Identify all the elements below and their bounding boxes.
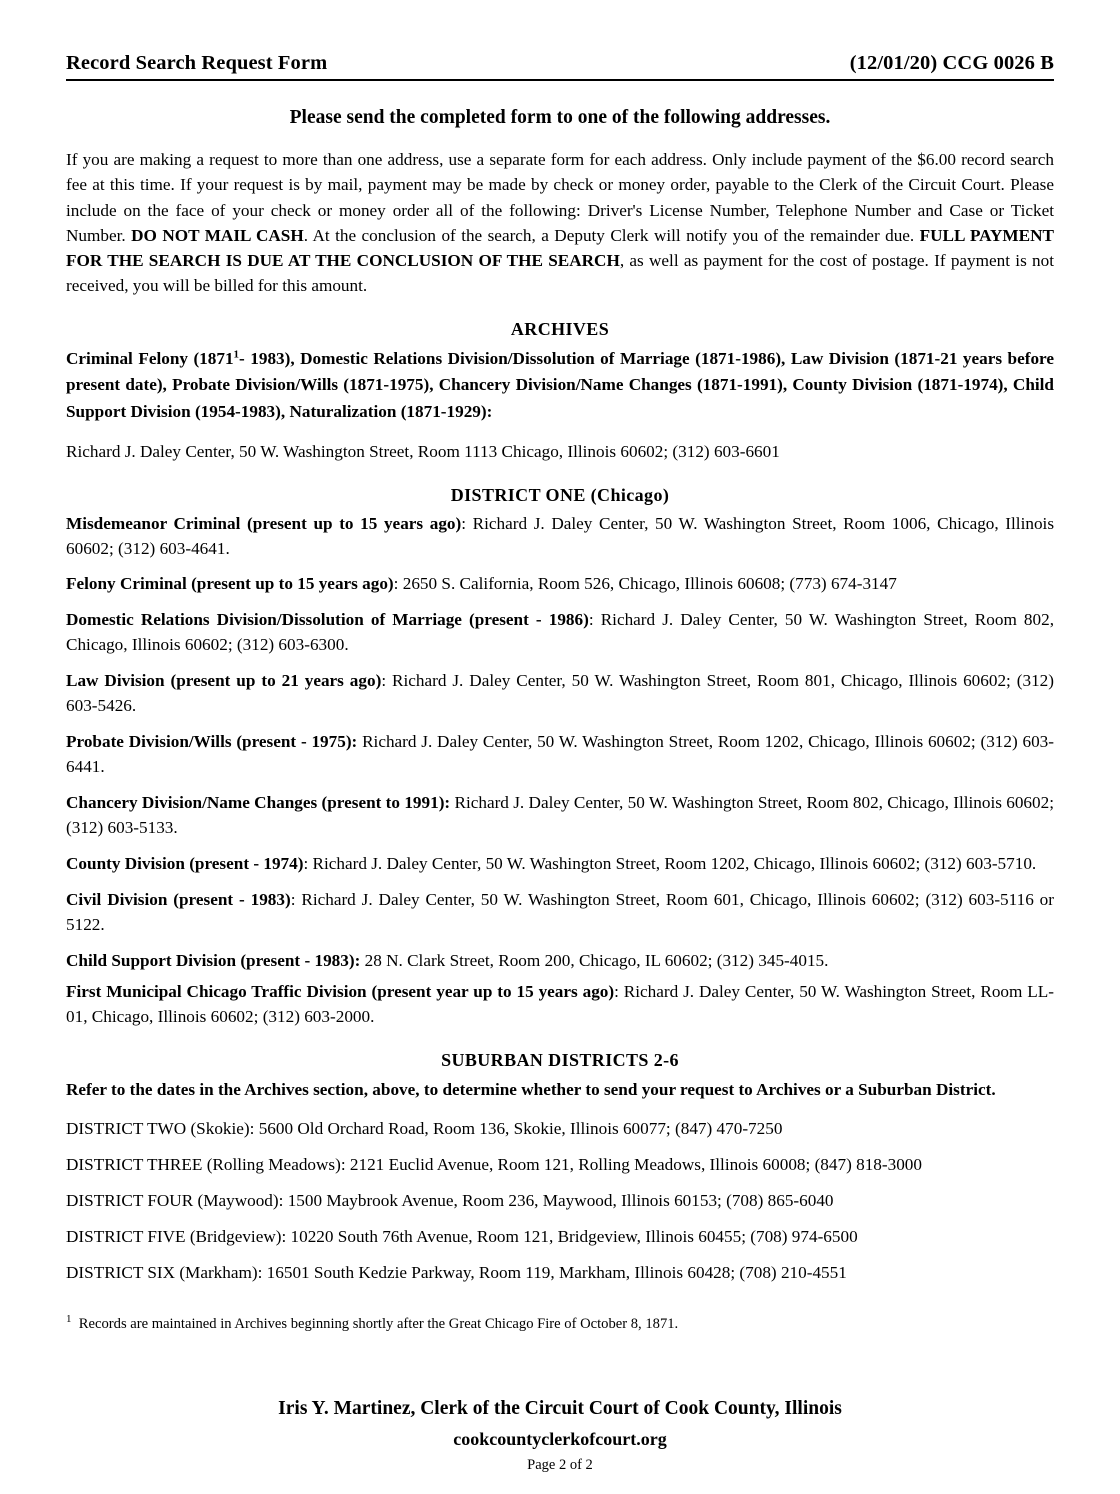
entry-label: Probate Division/Wills (present - 1975): (66, 732, 358, 752)
clerk-signature-line: Iris Y. Martinez, Clerk of the Circuit Court of Cook County, Illinois (278, 1398, 842, 1420)
entry-detail: : Richard J. Daley Center, 50 W. Washington Street, Room 601, Chicago, Illinois 60602; (312) 603-5116 or 5122. (66, 889, 1054, 934)
district-one-entry (66, 980, 1054, 1030)
suburban-district-four: DISTRICT FOUR (Maywood): 1500 Maybrook Avenue, Room 236, Maywood, Illinois 60153; (708) 865-6040 (66, 1191, 834, 1211)
archives-heading: ARCHIVES (510, 318, 610, 339)
entry-detail: Richard J. Daley Center, 50 W. Washington Street, Room 802, Chicago, Illinois 60602; (312) 603-5133. (66, 793, 1054, 837)
intro-bold-no-cash: DO NOT MAIL CASH (131, 225, 304, 245)
entry-detail: : Richard J. Daley Center, 50 W. Washington Street, Room 1202, Chicago, Illinois 60602; (312) 603-5710. (303, 853, 1037, 873)
archives-divisions (66, 346, 1054, 426)
district-one-entry (66, 888, 1054, 938)
suburban-heading: SUBURBAN DISTRICTS 2-6 (441, 1049, 679, 1070)
entry-label: Misdemeanor Criminal (present up to 15 years ago) (66, 513, 462, 533)
district-one-entry (66, 512, 1054, 562)
entry-detail: : Richard J. Daley Center, 50 W. Washington Street, Room 1006, Chicago, Illinois 60602; (312) 603-4641. (66, 513, 1055, 558)
archives-address: Richard J. Daley Center, 50 W. Washington Street, Room 1113 Chicago, Illinois 60602; (312) 603-6601 (66, 441, 780, 461)
suburban-district-six: DISTRICT SIX (Markham): 16501 South Kedzie Parkway, Room 119, Markham, Illinois 60428; (708) 210-4551 (66, 1262, 847, 1282)
intro-part1: If you are making a request to more than one address, use a separate form for each address. Only include payment of the $6.00 record search fee at this time. If your request is by mail, payment may be made by check or money order, payable to the Clerk of the Circuit Court. Please include on the face of your check or money order all of the following: Driver's License Number, Telephone Number and Case or Ticket Number. (66, 150, 1054, 245)
footnote-marker: 1 (66, 1312, 72, 1325)
district-one-entry (66, 791, 1054, 841)
entry-label: Civil Division (present - 1983) (66, 889, 291, 909)
intro-bold-full-payment: FULL PAYMENT FOR THE SEARCH IS DUE AT THE CONCLUSION OF THE SEARCH (66, 225, 1054, 271)
entry-detail: 28 N. Clark Street, Room 200, Chicago, IL 60602; (312) 345-4015. (360, 950, 829, 970)
form-title: Record Search Request Form (66, 52, 328, 74)
form-code: (12/01/20) CCG 0026 B (849, 52, 1054, 74)
suburban-district-two: DISTRICT TWO (Skokie): 5600 Old Orchard Road, Room 136, Skokie, Illinois 60077; (847) 470-7250 (66, 1119, 783, 1139)
entry-label: Child Support Division (present - 1983): (66, 950, 361, 970)
district-one-entry (66, 852, 1054, 877)
entry-detail: : 2650 S. California, Room 526, Chicago, Illinois 60608; (773) 674-3147 (393, 574, 897, 594)
entry-detail: : Richard J. Daley Center, 50 W. Washington Street, Room 801, Chicago, Illinois 60602; (312) 603-5426. (66, 671, 1054, 716)
entry-label: First Municipal Chicago Traffic Division (present year up to 15 years ago) (66, 981, 615, 1001)
district-one-entry (66, 949, 1054, 974)
entry-label: Felony Criminal (present up to 15 years ago) (66, 574, 394, 594)
district-one-entry (66, 608, 1054, 658)
intro-paragraph (66, 147, 1054, 299)
document-footer (66, 1398, 1054, 1474)
district-one-entry (66, 730, 1054, 780)
document-header (66, 52, 1054, 81)
intro-part3: , as well as payment for the cost of postage. If payment is not received, you will be billed for this amount. (66, 251, 1054, 296)
archives-divisions-b: - 1983), Domestic Relations Division/Dissolution of Marriage (1871-1986), Law Division (1871-21 years before present date), Probate Division/Wills (1871-1975), Chancery Division/Name Changes (1871-1991), County Division (1871-1974), Child Support Division (1954-1983), Naturalization (1871-1929): (66, 348, 1054, 421)
district-one-entry (66, 669, 1054, 719)
entry-label: Law Division (present up to 21 years ago) (66, 671, 382, 691)
entry-detail: Richard J. Daley Center, 50 W. Washington Street, Room 1202, Chicago, Illinois 60602; (312) 603-6441. (66, 732, 1054, 777)
entry-detail: : Richard J. Daley Center, 50 W. Washington Street, Room 802, Chicago, Illinois 60602; (312) 603-6300. (66, 610, 1054, 655)
footnote (66, 1312, 1054, 1334)
archives-divisions-a: Criminal Felony (1871 (66, 348, 234, 368)
entry-detail: : Richard J. Daley Center, 50 W. Washington Street, Room LL-01, Chicago, Illinois 60602; (312) 603-2000. (66, 981, 1054, 1026)
intro-part2: . At the conclusion of the search, a Deputy Clerk will notify you of the remainder due. (303, 225, 920, 245)
page-subtitle: Please send the completed form to one of the following addresses. (289, 107, 831, 128)
suburban-district-five: DISTRICT FIVE (Bridgeview): 10220 South 76th Avenue, Room 121, Bridgeview, Illinois 60455; (708) 974-6500 (66, 1227, 858, 1246)
footnote-text: Records are maintained in Archives beginning shortly after the Great Chicago Fire of October 8, 1871. (78, 1315, 679, 1332)
entry-label: County Division (present - 1974) (66, 853, 304, 873)
district-one-entry (66, 572, 1054, 597)
suburban-district-three: DISTRICT THREE (Rolling Meadows): 2121 Euclid Avenue, Room 121, Rolling Meadows, Illinois 60008; (847) 818-3000 (66, 1155, 922, 1175)
suburban-note: Refer to the dates in the Archives section, above, to determine whether to send your request to Archives or a Suburban District. (66, 1079, 996, 1099)
page-number: Page 2 of 2 (527, 1457, 593, 1474)
archives-footnote-marker: 1 (233, 347, 240, 360)
entry-label: Chancery Division/Name Changes (present to 1991): (66, 793, 451, 813)
district-one-heading: DISTRICT ONE (Chicago) (450, 484, 670, 505)
entry-label: Domestic Relations Division/Dissolution of Marriage (present - 1986) (66, 610, 589, 630)
website-link[interactable]: cookcountyclerkofcourt.org (453, 1429, 667, 1450)
